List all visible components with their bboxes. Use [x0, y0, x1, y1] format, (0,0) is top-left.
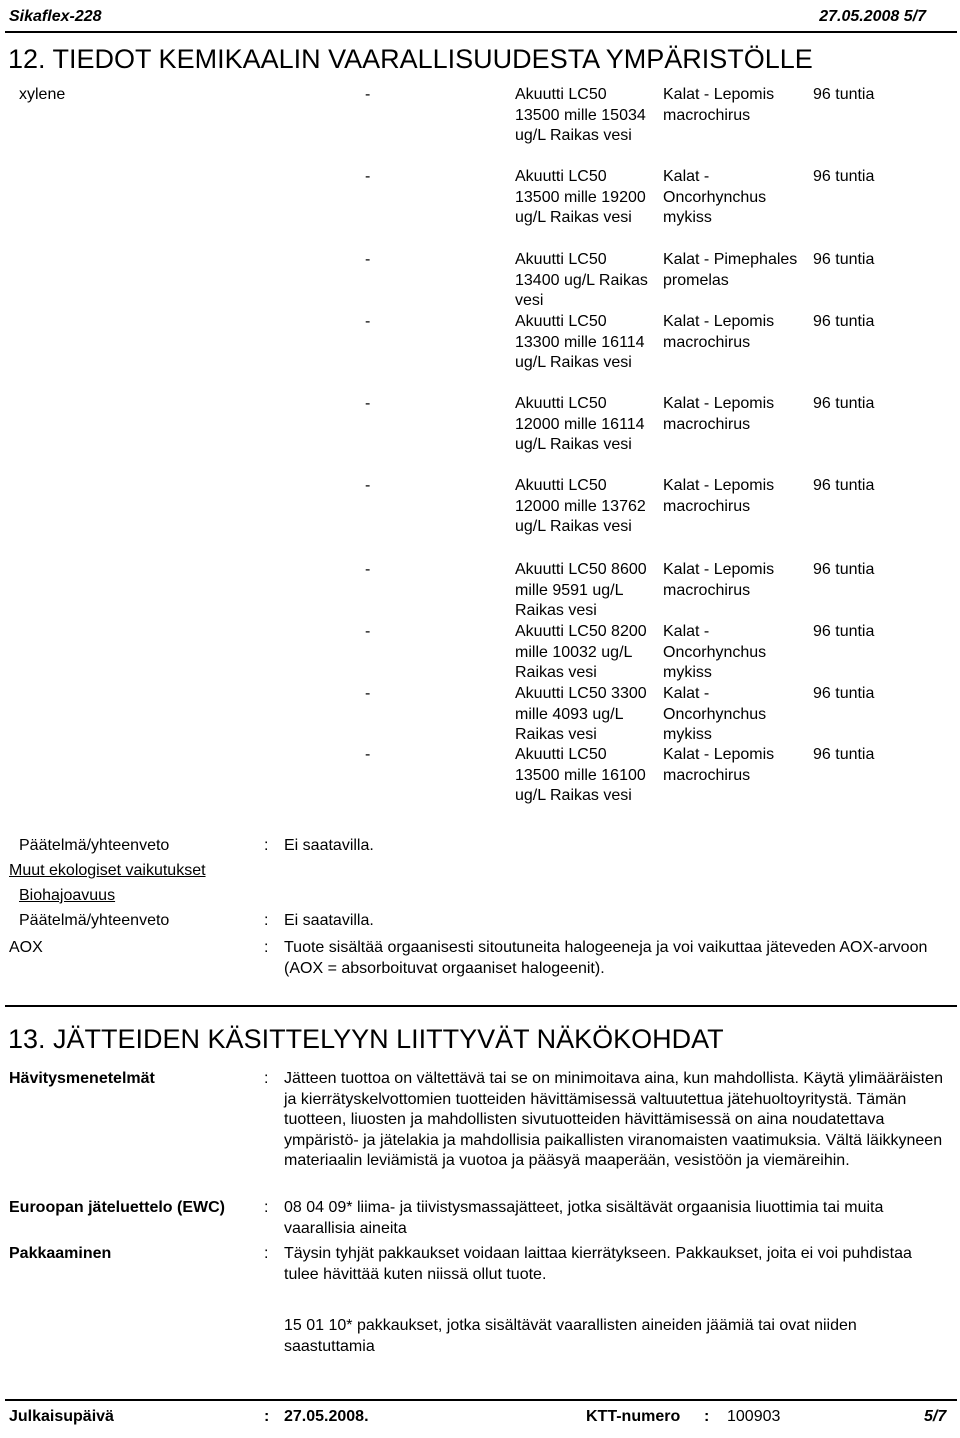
row-exposure-time: 96 tuntia: [813, 477, 875, 494]
row-species: Kalat - Oncorhynchus mykiss: [663, 685, 767, 744]
row-result: Akuutti LC50 8200 mille 10032 ug/L Raikas vesi: [515, 623, 647, 682]
row-dash: -: [365, 623, 371, 640]
publication-date-value: 27.05.2008.: [284, 1408, 369, 1425]
substance-name: xylene: [19, 86, 66, 103]
colon-aox: :: [264, 939, 269, 956]
aox-value: Tuote sisältää orgaanisesti sitoutuneita halogeeneja ja voi vaikuttaa jäteveden AOX-arvoon (AOX = absorboituvat orgaaniset halogeenit).: [284, 939, 928, 977]
colon-1: :: [264, 837, 269, 854]
row-species: Kalat - Lepomis macrochirus: [663, 86, 775, 124]
row-result: Akuutti LC50 12000 mille 16114 ug/L Raikas vesi: [515, 395, 645, 454]
conclusion-label-2: Päätelmä/yhteenveto: [19, 912, 170, 929]
row-result: Akuutti LC50 12000 mille 13762 ug/L Raikas vesi: [515, 477, 646, 536]
packaging-value: Täysin tyhjät pakkaukset voidaan laittaa kierrätykseen. Pakkaukset, joita ei voi puhdistaa tulee hävittää kuten niissä ollut tuote.: [284, 1245, 912, 1283]
colon-2: :: [264, 912, 269, 929]
packaging-code: 15 01 10* pakkaukset, jotka sisältävät vaarallisten aineiden jäämiä tai ovat niiden saastuttamia: [284, 1317, 857, 1355]
row-species: Kalat - Oncorhynchus mykiss: [663, 168, 767, 227]
row-exposure-time: 96 tuntia: [813, 168, 875, 185]
ewc-value: 08 04 09* liima- ja tiivistysmassajätteet, jotka sisältävät orgaanisia liuottimia tai muita vaarallisia aineita: [284, 1199, 884, 1237]
row-species: Kalat - Lepomis macrochirus: [663, 313, 775, 351]
row-dash: -: [365, 477, 371, 494]
row-exposure-time: 96 tuntia: [813, 251, 875, 268]
row-species: Kalat - Oncorhynchus mykiss: [663, 623, 767, 682]
biodegradability-heading: Biohajoavuus: [19, 887, 116, 904]
row-exposure-time: 96 tuntia: [813, 746, 875, 763]
row-species: Kalat - Lepomis macrochirus: [663, 395, 775, 433]
publication-date-colon: :: [264, 1408, 270, 1425]
row-exposure-time: 96 tuntia: [813, 561, 875, 578]
row-dash: -: [365, 685, 371, 702]
other-effects-heading: Muut ekologiset vaikutukset: [9, 862, 206, 879]
colon-disposal: :: [264, 1070, 269, 1087]
row-dash: -: [365, 251, 371, 268]
disposal-label: Hävitysmenetelmät: [9, 1070, 155, 1087]
row-result: Akuutti LC50 13400 ug/L Raikas vesi: [515, 251, 648, 310]
row-dash: -: [365, 746, 371, 763]
row-exposure-time: 96 tuntia: [813, 685, 875, 702]
row-exposure-time: 96 tuntia: [813, 395, 875, 412]
row-dash: -: [365, 168, 371, 185]
row-result: Akuutti LC50 13500 mille 19200 ug/L Raikas vesi: [515, 168, 646, 227]
page-number: 5/7: [924, 1408, 947, 1425]
row-dash: -: [365, 395, 371, 412]
conclusion-value-2: Ei saatavilla.: [284, 912, 374, 929]
aox-label: AOX: [9, 939, 43, 956]
row-result: Akuutti LC50 13300 mille 16114 ug/L Raikas vesi: [515, 313, 645, 372]
header-rule: [5, 31, 957, 33]
ktt-number-value: 100903: [727, 1408, 781, 1425]
row-species: Kalat - Lepomis macrochirus: [663, 746, 775, 784]
section-13-title: 13. JÄTTEIDEN KÄSITTELYYN LIITTYVÄT NÄKÖKOHDAT: [8, 1024, 724, 1054]
colon-ewc: :: [264, 1199, 269, 1216]
ewc-label: Euroopan jäteluettelo (EWC): [9, 1199, 225, 1216]
conclusion-label-1: Päätelmä/yhteenveto: [19, 837, 170, 854]
packaging-label: Pakkaaminen: [9, 1245, 112, 1262]
publication-date-label: Julkaisupäivä: [9, 1408, 114, 1425]
row-exposure-time: 96 tuntia: [813, 86, 875, 103]
row-result: Akuutti LC50 13500 mille 15034 ug/L Raikas vesi: [515, 86, 646, 145]
row-exposure-time: 96 tuntia: [813, 623, 875, 640]
footer-rule: [5, 1399, 957, 1401]
row-exposure-time: 96 tuntia: [813, 313, 875, 330]
date-page: 27.05.2008 5/7: [819, 8, 926, 25]
row-dash: -: [365, 313, 371, 330]
row-species: Kalat - Pimephales promelas: [663, 251, 798, 289]
colon-packaging: :: [264, 1245, 269, 1262]
disposal-value: Jätteen tuottoa on vältettävä tai se on minimoitava aina, kun mahdollista. Käytä ylimääräisten ja kierrätyskelvottomien tuotteiden hävittämisessä valtuutettua jätehuoltoyritystä. Tämän tuotteen, liuosten ja mahdollisten sivutuotteiden hävittämisessä on aina noudatettava ympäristö- ja jätelakia ja mahdollisia paikallisten viranomaisten vaatimuksia. Vältä läikkyneen materiaalin leviämistä ja vuotoa ja pääsyä maaperään, vesistöön ja viemäreihin.: [284, 1070, 944, 1170]
row-result: Akuutti LC50 13500 mille 16100 ug/L Raikas vesi: [515, 746, 646, 805]
product-name: Sikaflex-228: [9, 8, 102, 25]
ktt-number-colon: :: [704, 1408, 710, 1425]
row-species: Kalat - Lepomis macrochirus: [663, 477, 775, 515]
row-dash: -: [365, 561, 371, 578]
row-result: Akuutti LC50 3300 mille 4093 ug/L Raikas vesi: [515, 685, 647, 744]
section-13-rule: [5, 1005, 957, 1007]
row-dash: -: [365, 86, 371, 103]
conclusion-value-1: Ei saatavilla.: [284, 837, 374, 854]
section-12-title: 12. TIEDOT KEMIKAALIN VAARALLISUUDESTA YMPÄRISTÖLLE: [8, 44, 813, 74]
ktt-number-label: KTT-numero: [586, 1408, 681, 1425]
row-species: Kalat - Lepomis macrochirus: [663, 561, 775, 599]
row-result: Akuutti LC50 8600 mille 9591 ug/L Raikas vesi: [515, 561, 647, 620]
